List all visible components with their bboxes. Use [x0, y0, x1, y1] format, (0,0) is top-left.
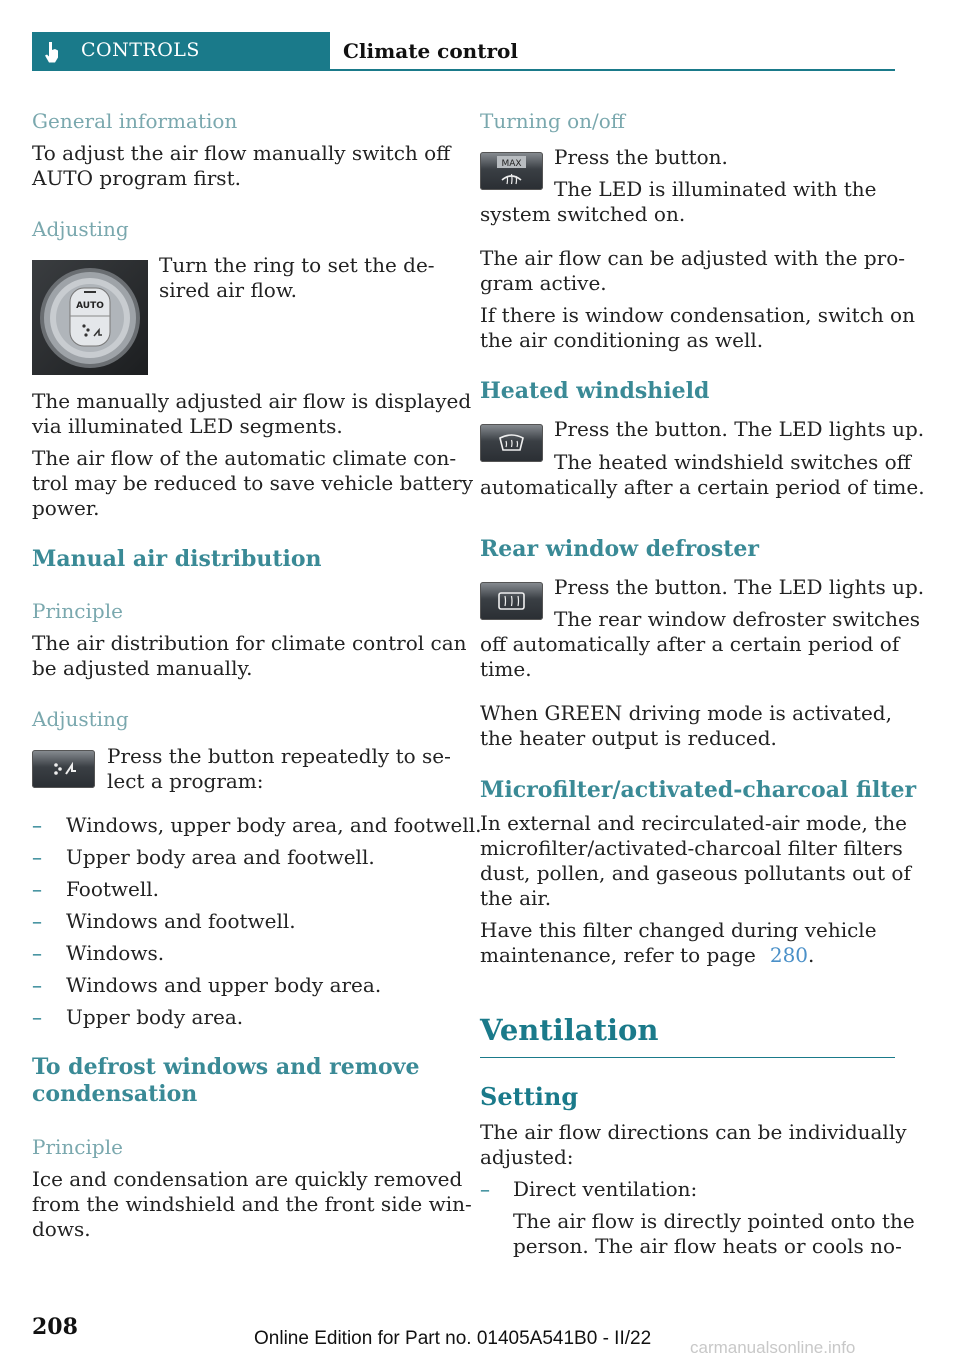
reduce-text-line-2: trol may be reduced to save vehicle battery	[32, 471, 474, 495]
list-item: Windows, upper body area, and footwell.	[66, 813, 482, 837]
list-bullet: –	[32, 941, 42, 965]
green-text-line-1: When GREEN driving mode is activated,	[480, 701, 892, 725]
direct-text-line-1: The air flow is directly pointed onto the	[513, 1209, 915, 1233]
reduce-text-line-1: The air flow of the automatic climate con-	[32, 446, 457, 470]
list-bullet: –	[32, 813, 42, 837]
page-header	[32, 32, 895, 71]
filter-change-suffix: .	[808, 943, 815, 967]
heading-ventilation: Ventilation	[480, 1013, 659, 1047]
airflow-text-line-2: gram active.	[480, 271, 607, 295]
display-text-line-1: The manually adjusted air flow is displayed	[32, 389, 472, 413]
section-tab	[32, 32, 330, 71]
heading-principle: Principle	[32, 599, 123, 623]
filter-text-line-1: In external and recirculated-air mode, the	[480, 811, 907, 835]
rear-defroster-button-image	[480, 582, 543, 620]
windshield-text-2: automatically after a certain period of time.	[480, 475, 925, 499]
max-label: MAX	[501, 159, 522, 169]
filter-text-line-3: dust, pollen, and gaseous pollutants out of	[480, 861, 911, 885]
filter-text-line-4: the air.	[480, 886, 552, 910]
general-text-line-1: To adjust the air flow manually switch off	[32, 141, 451, 165]
adjusting2-text-line-1: Press the button repeatedly to se-	[107, 744, 451, 768]
filter-change-text: Have this filter changed during vehicle	[480, 918, 877, 942]
heading-adjusting-2: Adjusting	[32, 707, 129, 731]
list-item: Footwell.	[66, 877, 160, 901]
turning-led-text: The LED is illuminated with the	[554, 177, 877, 201]
heading-principle-2: Principle	[32, 1135, 123, 1159]
rear-text-line-3: time.	[480, 657, 532, 681]
heading-rear-window-defroster: Rear window defroster	[480, 536, 759, 562]
condensation-text-line-2: the air conditioning as well.	[480, 328, 764, 352]
header-rule	[330, 69, 895, 71]
windshield-button-image	[480, 424, 543, 462]
turning-press-text: Press the button.	[554, 145, 728, 169]
ventilation-rule	[480, 1057, 895, 1058]
list-bullet: –	[32, 1005, 42, 1029]
windshield-press-text: Press the button. The LED lights up.	[554, 417, 925, 441]
airflow-text-line-1: The air flow can be adjusted with the pro-	[480, 246, 906, 270]
display-text-line-2: via illuminated LED segments.	[32, 414, 343, 438]
list-item: Windows.	[66, 941, 165, 965]
list-item: Windows and footwell.	[66, 909, 296, 933]
adjusting-text-line-1: Turn the ring to set the de-	[159, 253, 435, 277]
knob-auto-label: AUTO	[76, 301, 104, 311]
principle-text-line-1: The air distribution for climate control can	[32, 631, 467, 655]
filter-text-line-2: microfilter/activated-charcoal filter filters	[480, 836, 903, 860]
heading-heated-windshield: Heated windshield	[480, 378, 710, 404]
knob-graphic	[32, 260, 148, 375]
page-reference-link[interactable]: 280	[769, 943, 809, 967]
edition-footer: Online Edition for Part no. 01405A541B0 - II/22	[254, 1328, 652, 1349]
heading-manual-air-distribution: Manual air distribution	[32, 546, 322, 572]
heading-microfilter: Microfilter/activated-charcoal filter	[480, 777, 917, 803]
heading-turning-on-off: Turning on/off	[480, 109, 626, 133]
general-text-line-2: AUTO program first.	[32, 166, 241, 190]
pointing-hand-icon	[44, 41, 60, 63]
list-bullet: –	[32, 845, 42, 869]
direct-ventilation-label: Direct ventilation:	[513, 1177, 698, 1201]
setting-text-line-2: adjusted:	[480, 1145, 574, 1169]
filter-change-prefix: maintenance, refer to page	[480, 943, 756, 967]
rear-text: The rear window defroster switches	[554, 607, 921, 631]
reduce-text-line-3: power.	[32, 496, 100, 520]
air-distribution-button-image	[32, 750, 95, 788]
list-item: Upper body area.	[66, 1005, 244, 1029]
air-distribution-icon	[32, 750, 95, 788]
page-number: 208	[32, 1314, 78, 1340]
heading-general-information: General information	[32, 109, 238, 133]
list-bullet: –	[32, 909, 42, 933]
list-item: Upper body area and footwell.	[66, 845, 375, 869]
turning-led-text-2: system switched on.	[480, 202, 686, 226]
adjusting-text-line-2: sired air flow.	[159, 278, 297, 302]
list-bullet: –	[32, 973, 42, 997]
adjusting2-text-line-2: lect a program:	[107, 769, 264, 793]
section-label: CONTROLS	[81, 39, 200, 61]
rear-defrost-icon	[480, 582, 543, 620]
principle-text-line-2: be adjusted manually.	[32, 656, 253, 680]
list-bullet: –	[32, 877, 42, 901]
list-item: Windows and upper body area.	[66, 973, 382, 997]
chapter-title: Climate control	[343, 39, 518, 63]
principle2-text-line-1: Ice and condensation are quickly removed	[32, 1167, 463, 1191]
max-button-image	[480, 152, 543, 190]
principle2-text-line-2: from the windshield and the front side win-	[32, 1192, 472, 1216]
direct-text-line-2: person. The air flow heats or cools no-	[513, 1234, 902, 1258]
watermark: carmanualsonline.info	[690, 1338, 856, 1357]
rear-press-text: Press the button. The LED lights up.	[554, 575, 925, 599]
heading-setting: Setting	[480, 1082, 579, 1111]
condensation-text-line-1: If there is window condensation, switch on	[480, 303, 915, 327]
heading-defrost-line-1: To defrost windows and remove	[32, 1054, 420, 1080]
air-flow-knob-image	[32, 260, 148, 375]
filter-change-line	[480, 943, 814, 968]
rear-text-line-2: off automatically after a certain period of	[480, 632, 900, 656]
windshield-text: The heated windshield switches off	[554, 450, 911, 474]
heading-defrost-line-2: condensation	[32, 1081, 198, 1107]
max-defrost-icon	[480, 152, 543, 190]
setting-text-line-1: The air flow directions can be individually	[480, 1120, 907, 1144]
green-text-line-2: the heater output is reduced.	[480, 726, 777, 750]
principle2-text-line-3: dows.	[32, 1217, 91, 1241]
list-bullet: –	[480, 1177, 490, 1201]
heading-adjusting: Adjusting	[32, 217, 129, 241]
windshield-heat-icon	[480, 424, 543, 462]
